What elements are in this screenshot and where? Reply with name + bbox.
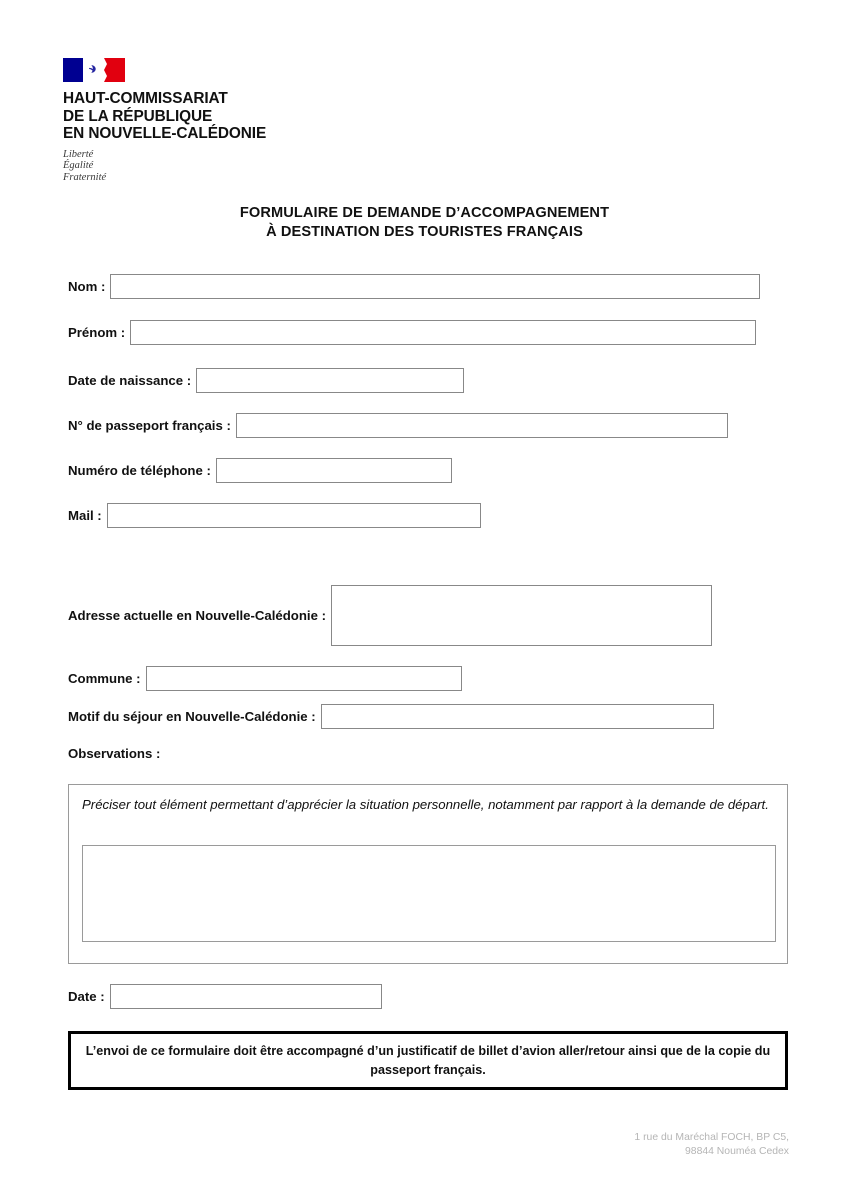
- field-row-passeport: [68, 413, 728, 438]
- field-row-mail: [68, 503, 481, 528]
- field-row-date: [68, 984, 382, 1009]
- input-adresse[interactable]: [331, 585, 712, 646]
- label-telephone: Numéro de téléphone :: [68, 462, 211, 478]
- notice-box: [68, 1031, 788, 1090]
- notice-text: L’envoi de ce formulaire doit être accompagné d’un justificatif de billet d’avion aller/retour ainsi que de la copie du passeport français.: [85, 1043, 771, 1077]
- field-row-commune: [68, 666, 462, 691]
- input-observations[interactable]: [82, 845, 776, 942]
- input-prenom[interactable]: [130, 320, 756, 345]
- footer-address: [634, 1131, 789, 1159]
- input-passeport[interactable]: [236, 413, 728, 438]
- input-nom[interactable]: [110, 274, 760, 299]
- input-date-naissance[interactable]: [196, 368, 464, 393]
- motto-egalite: Égalité: [63, 160, 94, 172]
- label-adresse: Adresse actuelle en Nouvelle-Calédonie :: [68, 607, 326, 623]
- label-nom: Nom :: [68, 278, 106, 294]
- observations-hint: Préciser tout élément permettant d’apprécier la situation personnelle, notamment par rapport à la demande de départ.: [82, 797, 769, 812]
- logo-line-1: HAUT-COMMISSARIAT: [63, 90, 228, 107]
- input-telephone[interactable]: [216, 458, 452, 483]
- input-commune[interactable]: [146, 666, 462, 691]
- input-date[interactable]: [110, 984, 382, 1009]
- observations-panel: [68, 784, 788, 964]
- footer-address-line-2: 98844 Nouméa Cedex: [685, 1146, 789, 1157]
- label-date: Date :: [68, 988, 105, 1004]
- label-prenom: Prénom :: [68, 324, 126, 340]
- label-commune: Commune :: [68, 670, 141, 686]
- motto-fraternite: Fraternité: [63, 171, 107, 183]
- input-mail[interactable]: [107, 503, 481, 528]
- label-motif: Motif du séjour en Nouvelle-Calédonie :: [68, 708, 316, 724]
- footer-address-line-1: 1 rue du Maréchal FOCH, BP C5,: [634, 1132, 789, 1143]
- logo-line-3: EN NOUVELLE-CALÉDONIE: [63, 125, 267, 142]
- input-motif[interactable]: [321, 704, 714, 729]
- field-row-prenom: [68, 320, 756, 345]
- motto-liberte: Liberté: [63, 148, 94, 160]
- field-row-date-naissance: [68, 368, 464, 393]
- page-title-line-2: À DESTINATION DES TOURISTES FRANÇAIS: [266, 224, 583, 240]
- field-row-motif: [68, 704, 714, 729]
- label-date-naissance: Date de naissance :: [68, 372, 192, 388]
- logo-line-2: DE LA RÉPUBLIQUE: [63, 107, 213, 125]
- page-title-line-1: FORMULAIRE DE DEMANDE D’ACCOMPAGNEMENT: [239, 205, 610, 221]
- field-row-adresse: [68, 585, 712, 646]
- label-passeport: N° de passeport français :: [68, 417, 231, 433]
- field-row-nom: [68, 274, 760, 299]
- label-mail: Mail :: [68, 507, 102, 523]
- label-observations: Observations :: [68, 746, 161, 761]
- field-row-telephone: [68, 458, 452, 483]
